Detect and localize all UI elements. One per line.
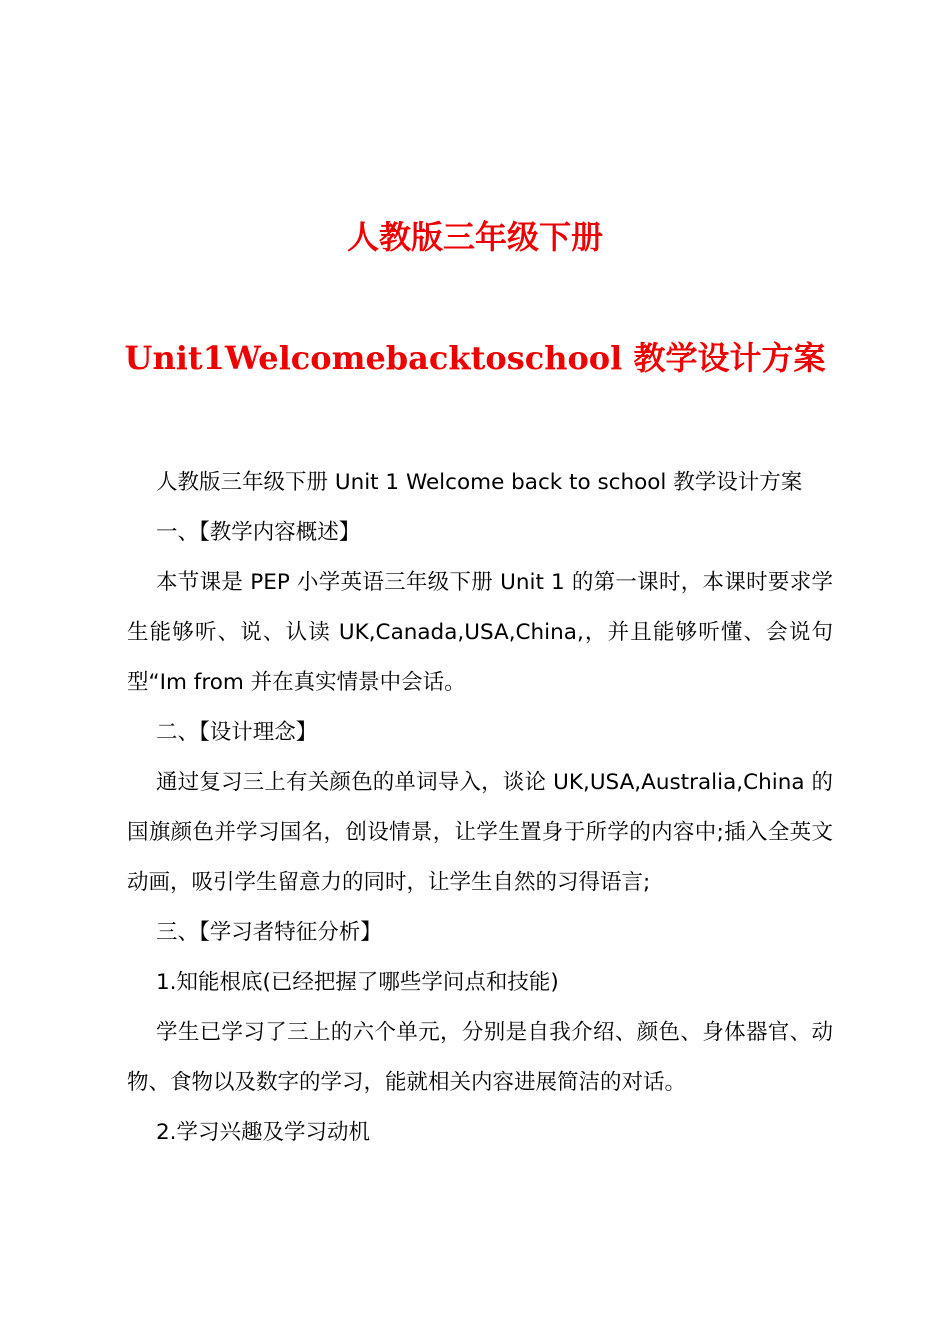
- overview-paragraph: 本节课是 PEP 小学英语三年级下册 Unit 1 的第一课时，本课时要求学生能够听、说、认读 UK,Canada,USA,China,，并且能够听懂、会说句型“Im from 并在真实情景中会话。: [127, 570, 833, 695]
- document-body: [127, 458, 833, 1158]
- section-heading-design-concept: 二、【设计理念】: [156, 720, 318, 745]
- design-concept-paragraph: 通过复习三上有关颜色的单词导入，谈论 UK,USA,Australia,China 的国旗颜色并学习国名，创设情景，让学生置身于所学的内容中;插入全英文动画，吸引学生留意力的同时，让学生自然的习得语言;: [127, 770, 833, 895]
- intro-paragraph: 人教版三年级下册 Unit 1 Welcome back to school 教学设计方案: [156, 470, 803, 495]
- document-title-line-1: 人教版三年级下册: [346, 218, 603, 256]
- subheading-learning-interest: 2.学习兴趣及学习动机: [156, 1120, 371, 1145]
- subheading-knowledge-base: 1.知能根底(已经把握了哪些学问点和技能): [156, 970, 559, 995]
- document-title-line-2: Unit1Welcomebacktoschool 教学设计方案: [124, 339, 826, 377]
- section-heading-overview: 一、【教学内容概述】: [156, 520, 361, 545]
- section-heading-learner-analysis: 三、【学习者特征分析】: [156, 920, 382, 945]
- knowledge-base-paragraph: 学生已学习了三上的六个单元，分别是自我介绍、颜色、身体器官、动物、食物以及数字的学习，能就相关内容进展简洁的对话。: [127, 1020, 833, 1095]
